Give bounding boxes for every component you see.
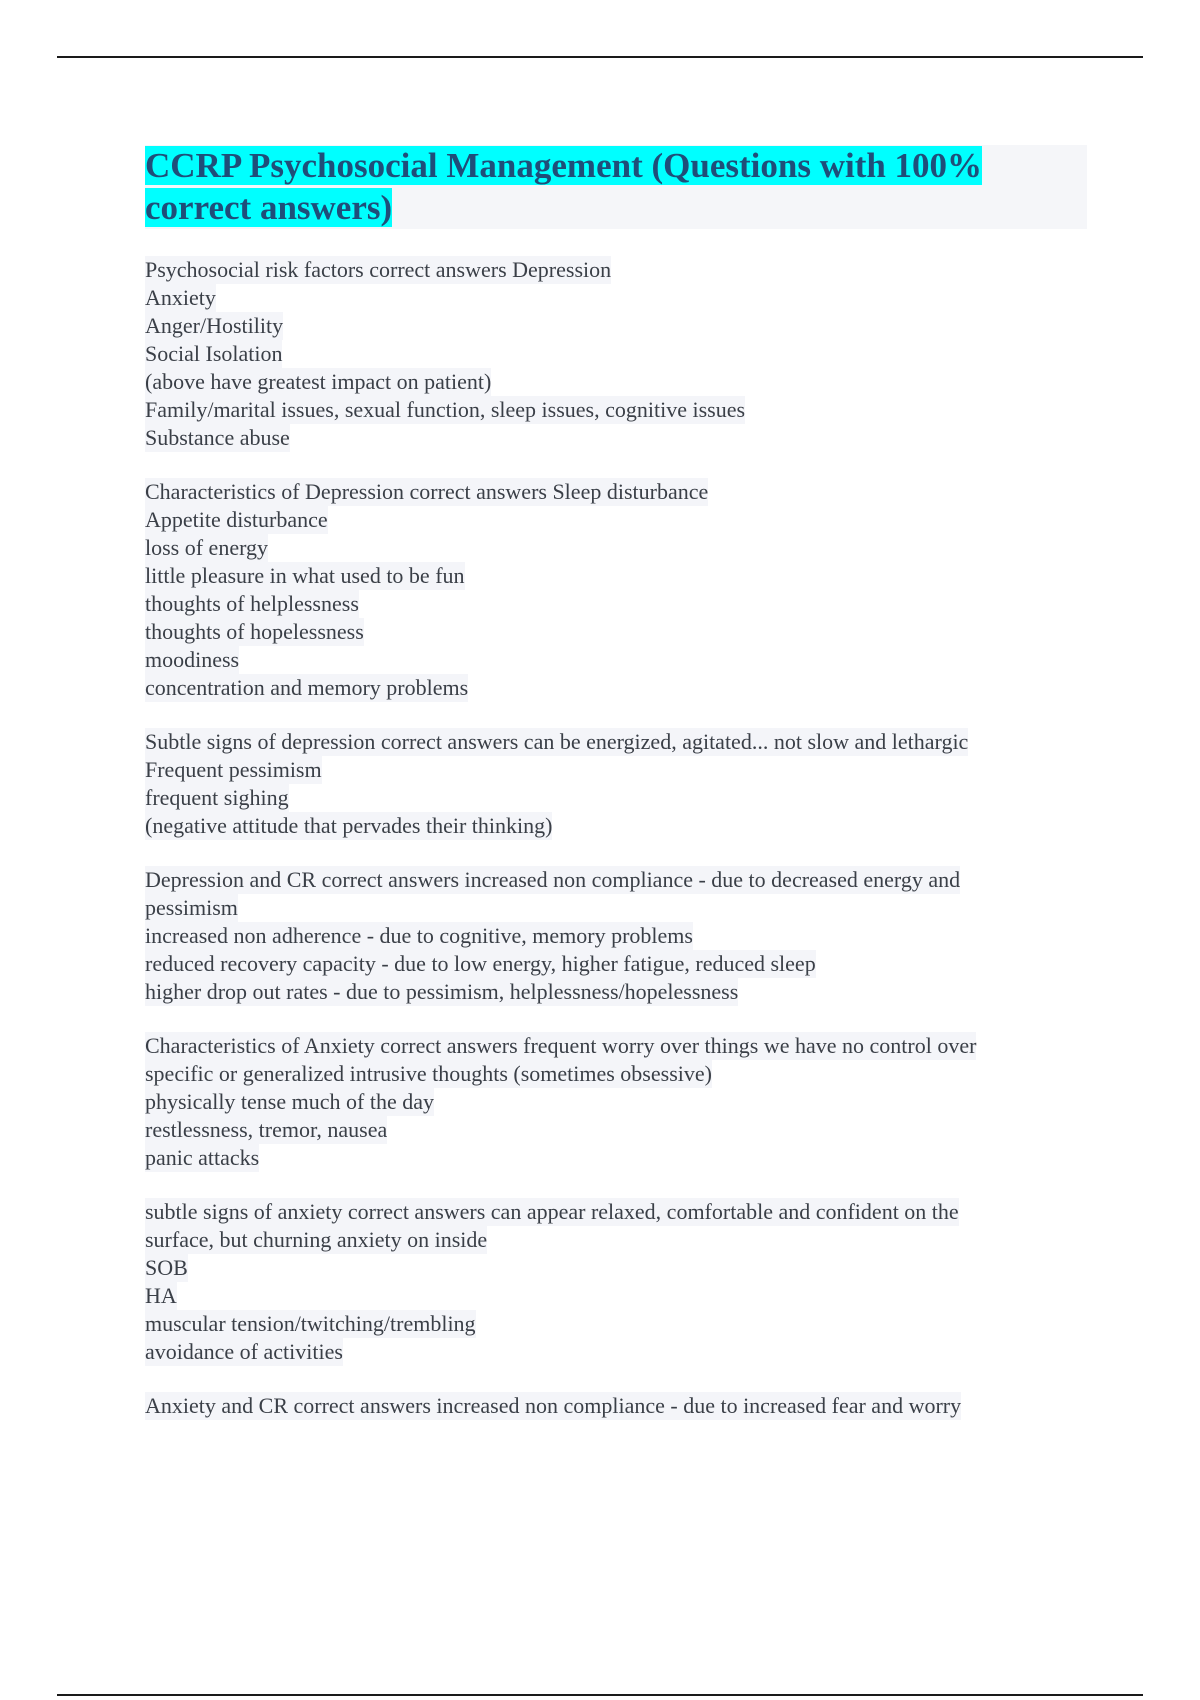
qa-line: little pleasure in what used to be fun <box>145 563 465 588</box>
qa-subtle-signs-of-anxiety <box>145 1198 1075 1366</box>
qa-line: reduced recovery capacity - due to low energy, higher fatigue, reduced sleep <box>145 951 816 976</box>
qa-line: Anxiety and CR correct answers increased non compliance - due to increased fear and worry <box>145 1393 962 1418</box>
qa-line: Anger/Hostility <box>145 313 284 338</box>
bottom-rule <box>57 1694 1143 1696</box>
qa-line: Characteristics of Anxiety correct answers frequent worry over things we have no control over <box>145 1033 977 1058</box>
qa-line: Subtle signs of depression correct answers can be energized, agitated... not slow and lethargic <box>145 729 969 754</box>
qa-line: (above have greatest impact on patient) <box>145 369 492 394</box>
qa-line: increased non adherence - due to cognitive, memory problems <box>145 923 693 948</box>
qa-line: panic attacks <box>145 1145 260 1170</box>
title-line-2: correct answers) <box>145 188 393 227</box>
qa-line: thoughts of helplessness <box>145 591 359 616</box>
qa-line: surface, but churning anxiety on inside <box>145 1227 488 1252</box>
qa-line: SOB <box>145 1255 188 1280</box>
qa-depression-and-cr <box>145 866 1075 1006</box>
qa-line: avoidance of activities <box>145 1339 343 1364</box>
qa-line: higher drop out rates - due to pessimism, helplessness/hopelessness <box>145 979 739 1004</box>
qa-line: Characteristics of Depression correct answers Sleep disturbance <box>145 479 709 504</box>
qa-line: Social Isolation <box>145 341 283 366</box>
title-line-1: CCRP Psychosocial Management (Questions with 100% <box>145 146 983 185</box>
qa-line: subtle signs of anxiety correct answers can appear relaxed, comfortable and confident on the <box>145 1199 959 1224</box>
qa-line: thoughts of hopelessness <box>145 619 364 644</box>
qa-line: moodiness <box>145 647 240 672</box>
qa-anxiety-and-cr <box>145 1392 1075 1420</box>
title-block <box>145 145 1087 229</box>
qa-line: Appetite disturbance <box>145 507 328 532</box>
document-title <box>145 145 1087 229</box>
top-rule <box>57 56 1143 58</box>
qa-line: muscular tension/twitching/trembling <box>145 1311 476 1336</box>
qa-line: loss of energy <box>145 535 269 560</box>
qa-line: concentration and memory problems <box>145 675 469 700</box>
qa-subtle-signs-of-depression <box>145 728 1075 840</box>
qa-characteristics-of-depression <box>145 478 1075 702</box>
qa-line: restlessness, tremor, nausea <box>145 1117 388 1142</box>
qa-psychosocial-risk-factors <box>145 256 1075 452</box>
qa-line: physically tense much of the day <box>145 1089 434 1114</box>
qa-line: pessimism <box>145 895 238 920</box>
qa-line: frequent sighing <box>145 785 289 810</box>
qa-line: Substance abuse <box>145 425 290 450</box>
qa-line: Frequent pessimism <box>145 757 322 782</box>
qa-line: Depression and CR correct answers increased non compliance - due to decreased energy and <box>145 867 961 892</box>
qa-line: specific or generalized intrusive thoughts (sometimes obsessive) <box>145 1061 712 1086</box>
qa-line: Family/marital issues, sexual function, sleep issues, cognitive issues <box>145 397 746 422</box>
qa-content <box>145 256 1075 1446</box>
qa-line: (negative attitude that pervades their thinking) <box>145 813 553 838</box>
qa-characteristics-of-anxiety <box>145 1032 1075 1172</box>
qa-line: HA <box>145 1283 177 1308</box>
qa-line: Anxiety <box>145 285 216 310</box>
qa-line: Psychosocial risk factors correct answers Depression <box>145 257 612 282</box>
